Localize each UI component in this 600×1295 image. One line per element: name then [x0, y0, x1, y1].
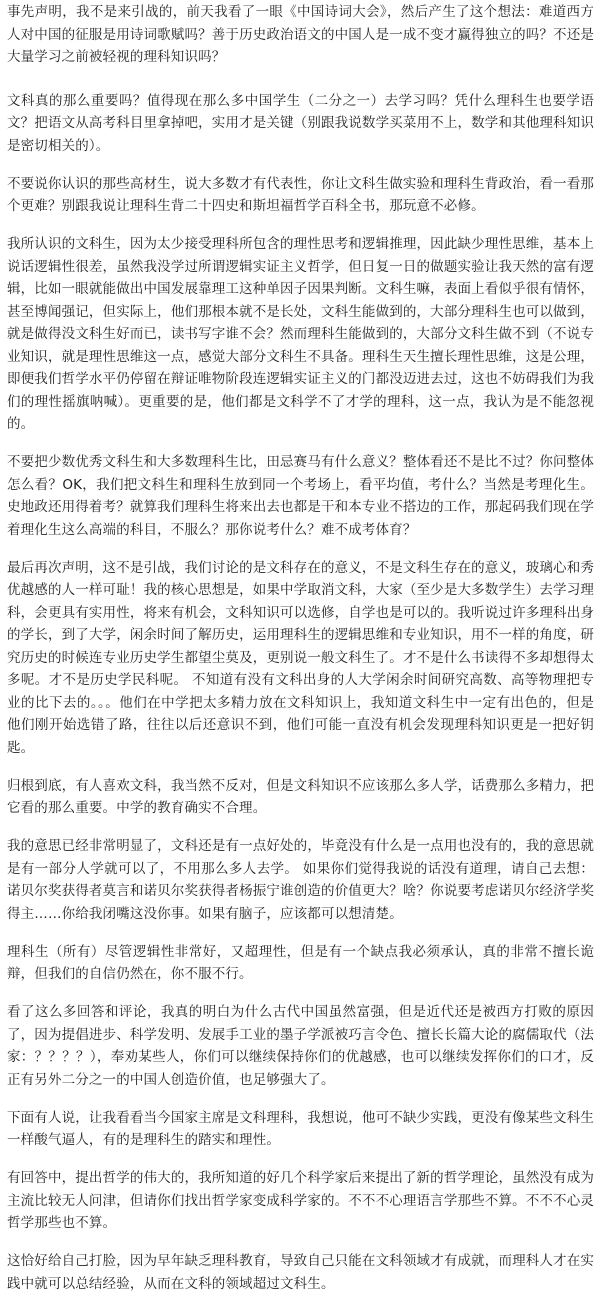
- paragraph-reply-president: 下面有人说，让我看看当今国家主席是文科理科，我想说，他可不缺少实践，更没有像某些文科生一样酸气逼人，有的是理科生的踏实和理性。: [7, 1109, 594, 1148]
- paragraph-sophistry: 理科生（所有）尽管逻辑性非常好，又超理性，但是有一个缺点我必须承认，真的非常不擅长诡辩，但我们的自信仍然在，你不服不行。: [7, 943, 594, 982]
- paragraph-conclusion: 归根到底，有人喜欢文科，我当然不反对，但是文科知识不应该那么多人学，话费那么多精力，把它看的那么重要。中学的教育确实不合理。: [7, 777, 594, 816]
- paragraph-exam-comparison: 不要把少数优秀文科生和大多数理科生比，田忌赛马有什么意义？整体看还不是比不过？你问整体怎么看？OK，我们把文科生和理科生放到同一个考场上，看平均值，考什么？当然是考理化生。史地政还用得着考？就算我们理科生将来出去也都是干和本专业不搭边的工作，那起码我们现在学着理化生这么高端的科目，不服么？那你说考什么？难不成考体育？: [7, 454, 594, 538]
- paragraph-reply-philosophy: 有回答中，提出哲学的伟大的，我所知道的好几个科学家后来提出了新的哲学理论，虽然没有成为主流比较无人问津，但请你们找出哲学家变成科学家的。不不不心理语言学那些不算。不不不心灵哲学那些也不算。: [7, 1170, 594, 1231]
- paragraph-disclaimer: 事先声明，我不是来引战的，前天我看了一眼《中国诗词大会》，然后产生了这个想法：难道西方人对中国的征服是用诗词歌赋吗？善于历史政治语文的中国人是一成不变才赢得独立的吗？不还是大量学习之前被轻视的理科知识吗？: [7, 4, 594, 65]
- article-body: [0, 1, 600, 1295]
- paragraph-majority-comparison: 不要说你认识的那些高材生，说大多数才有代表性，你让文科生做实验和理科生背政治，看一看那个更难？别跟我说让理科生背二十四史和斯坦福哲学百科全书，那玩意不必修。: [7, 175, 594, 214]
- paragraph-clarification: 我的意思已经非常明显了，文科还是有一点好处的，毕竟没有什么是一点用也没有的，我的意思就是有一部分人学就可以了，不用那么多人去学。 如果你们觉得我说的话没有道理，请自己去想：诺贝尔奖获得者莫言和诺贝尔奖获得者杨振宁谁创造的价值更大？啥？你说要考虑诺贝尔经济学奖得主……你给我闭嘴这没你事。如果有脑子，应该都可以想清楚。: [7, 838, 594, 922]
- paragraph-closing: 这恰好给自己打脸，因为早年缺乏理科教育，导致自己只能在文科领域才有成就，而理科人才在实践中就可以总结经验，从而在文科的领域超过文科生。: [7, 1253, 594, 1292]
- paragraph-final-statement: 最后再次声明，这不是引战，我们讨论的是文科存在的意义，不是文科生存在的意义，玻璃心和秀优越感的人一样可耻！我的核心思想是，如果中学取消文科，大家（至少是大多数学生）去学习理科，会更具有实用性，将来有机会，文科知识可以选修，自学也是可以的。我听说过许多理科出身的学长，到了大学，闲余时间了解历史，运用理科生的逻辑思维和专业知识，用不一样的角度，研究历史的时候连专业历史学生都望尘莫及，更别说一般文科生了。才不是什么书读得不多却想得太多呢。才不是历史学民科呢。 不知道有没有文科出身的人大学闲余时间研究高数、高等物理把专业的比下去的。。。他们在中学把太多精力放在文科知识上，我知道文科生中一定有出色的，但是他们刚开始选错了路，往往以后还意识不到，他们可能一直没有机会发现理科知识更是一把好钥匙。: [7, 559, 594, 756]
- paragraph-logic-argument: 我所认识的文科生，因为太少接受理科所包含的理性思考和逻辑推理，因此缺少理性思维，基本上说话逻辑性很差，虽然我没学过所谓逻辑实证主义哲学，但日复一日的做题实验让我天然的富有逻辑，比如一眼就能做出中国发展靠理工这种单因子因果判断。文科生嘛，表面上看似乎很有情怀，甚至博闻强记，但实际上，他们那根本就不是长处，文科生能做到的，大部分理科生也可以做到，就是做得没文科生好而已，读书写字谁不会？然而理科生能做到的，大部分文科生做不到（不说专业知识，就是理性思维这一点，感觉大部分文科生不具备。理科生天生擅长理性思维，这是公理，即便我们哲学水平仍停留在辩证唯物阶段连逻辑实证主义的门都没迈进去过，这也不妨碍我们为我们的理性摇旗呐喊）。更重要的是，他们都是文科学不了才学的理科，这一点，我认为是不能忽视的。: [7, 236, 594, 432]
- paragraph-importance-question: 文科真的那么重要吗？值得现在那么多中国学生（二分之一）去学习吗？凭什么理科生也要学语文？把语文从高考科目里拿掉吧，实用才是关键（别跟我说数学买菜用不上，数学和其他理科知识是密切相关的）。: [7, 92, 594, 154]
- paragraph-history-reflection: 看了这么多回答和评论，我真的明白为什么古代中国虽然富强，但是近代还是被西方打败的原因了，因为提倡进步、科学发明、发展手工业的墨子学派被巧言令色、擅长长篇大论的腐儒取代（法家：？？？？），奉劝某些人，你们可以继续保持你们的优越感，也可以继续发挥你们的口才，反正有另外二分之一的中国人创造价值，也足够强大了。: [7, 1004, 594, 1088]
